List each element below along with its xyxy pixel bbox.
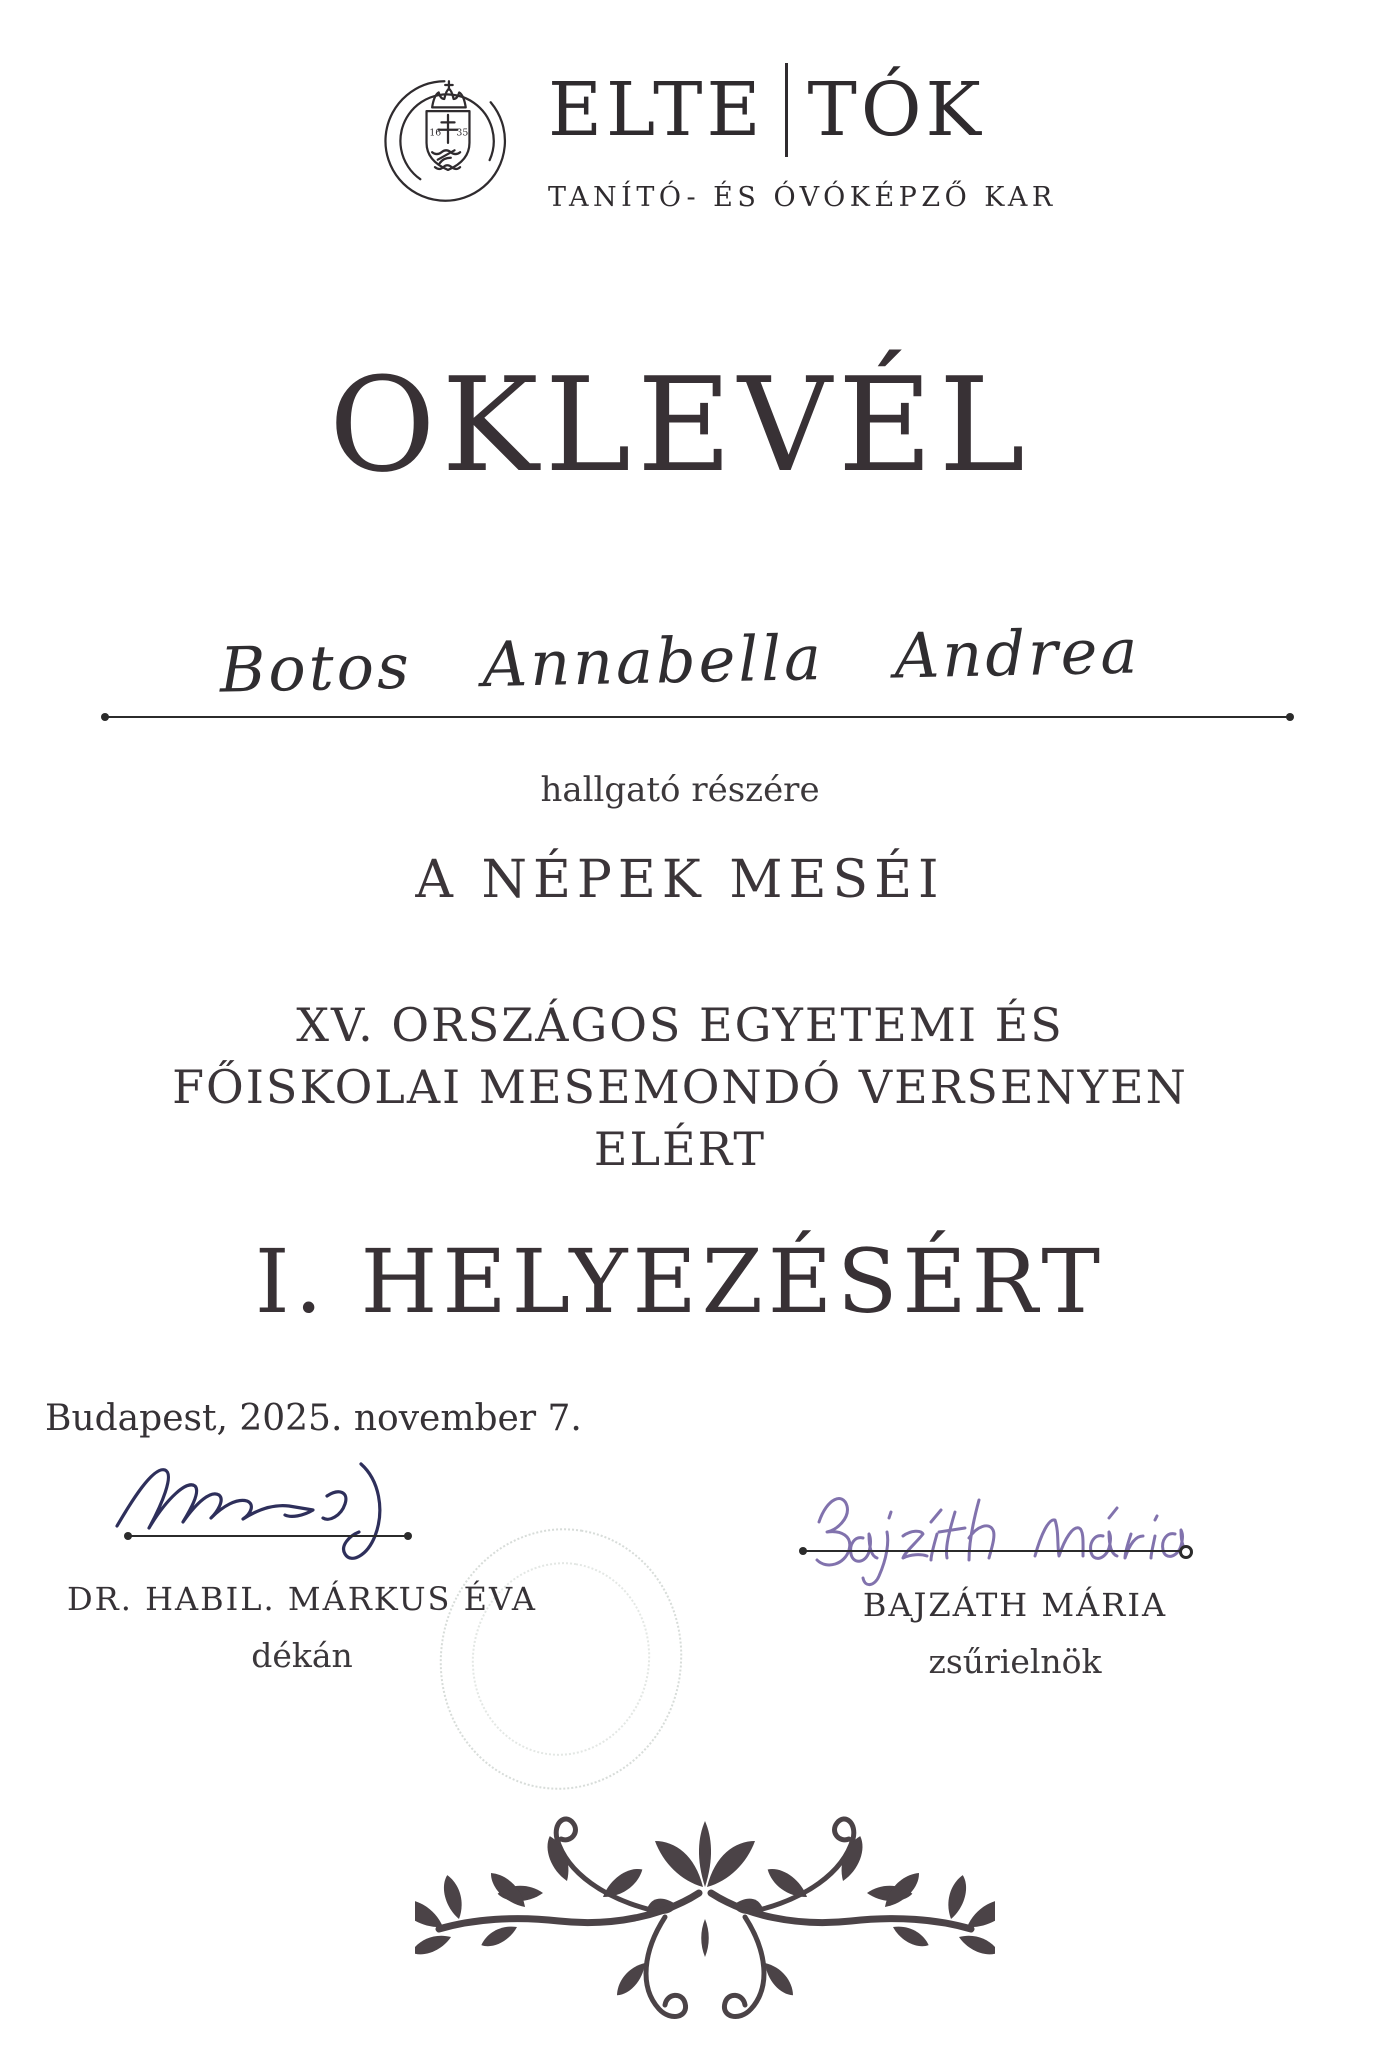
rule-end-dot: [124, 1532, 132, 1540]
name-underline: [105, 716, 1290, 718]
seal-crown-icon: [432, 89, 466, 108]
seal-digits-left: 16: [429, 127, 442, 139]
competition-line-3: ELÉRT: [593, 1122, 767, 1176]
jury-president-role: zsűrielnök: [928, 1642, 1102, 1681]
jury-president-signature-handwriting: [803, 1476, 1203, 1596]
award-placement: I. HELYEZÉSÉRT: [254, 1230, 1106, 1333]
jury-signature-line: [803, 1550, 1187, 1552]
dean-role: dékán: [251, 1636, 353, 1675]
certificate-title: OKLEVÉL: [328, 349, 1032, 501]
logo-faculty-name: TANÍTÓ- ÉS ÓVÓKÉPZŐ KAR: [548, 182, 1057, 213]
rule-end-ring: [1179, 1545, 1193, 1559]
seal-digits-right: 35: [456, 127, 469, 139]
certificate-content: [15, 0, 1345, 2055]
logo-org-text: ELTE: [548, 67, 765, 153]
competition-description: [15, 994, 1345, 1180]
logo-lockup: [548, 58, 1057, 213]
recipient-name-handwriting: Botos Annabella Andrea: [219, 614, 1141, 707]
competition-line-2: FŐISKOLAI MESEMONDÓ VERSENYEN: [172, 1060, 1188, 1114]
embossed-round-stamp: [421, 1511, 701, 1808]
rule-end-dot: [101, 713, 109, 721]
jury-president-name: BAJZÁTH MÁRIA: [862, 1586, 1168, 1624]
competition-line-1: XV. ORSZÁGOS EGYETEMI ÉS: [296, 998, 1064, 1052]
recipient-label: hallgató részére: [540, 770, 820, 810]
dean-name: DR. HABIL. MÁRKUS ÉVA: [66, 1580, 538, 1618]
rule-end-dot: [1286, 713, 1294, 721]
dean-signature-line: [128, 1535, 408, 1537]
dean-signature-handwriting: [103, 1440, 453, 1570]
seal-double-cross-icon: [439, 115, 458, 143]
place-and-date: Budapest, 2025. november 7.: [45, 1398, 582, 1439]
logo-faculty-abbr: TÓK: [807, 67, 985, 153]
rule-end-dot: [404, 1532, 412, 1540]
elte-seal-icon: [378, 62, 518, 220]
competition-category: A NÉPEK MESÉI: [415, 850, 945, 910]
elte-tok-logo: [378, 58, 1057, 220]
rule-end-dot: [799, 1547, 807, 1555]
logo-divider: [785, 63, 788, 157]
floral-flourish-ornament: [415, 1792, 995, 2048]
